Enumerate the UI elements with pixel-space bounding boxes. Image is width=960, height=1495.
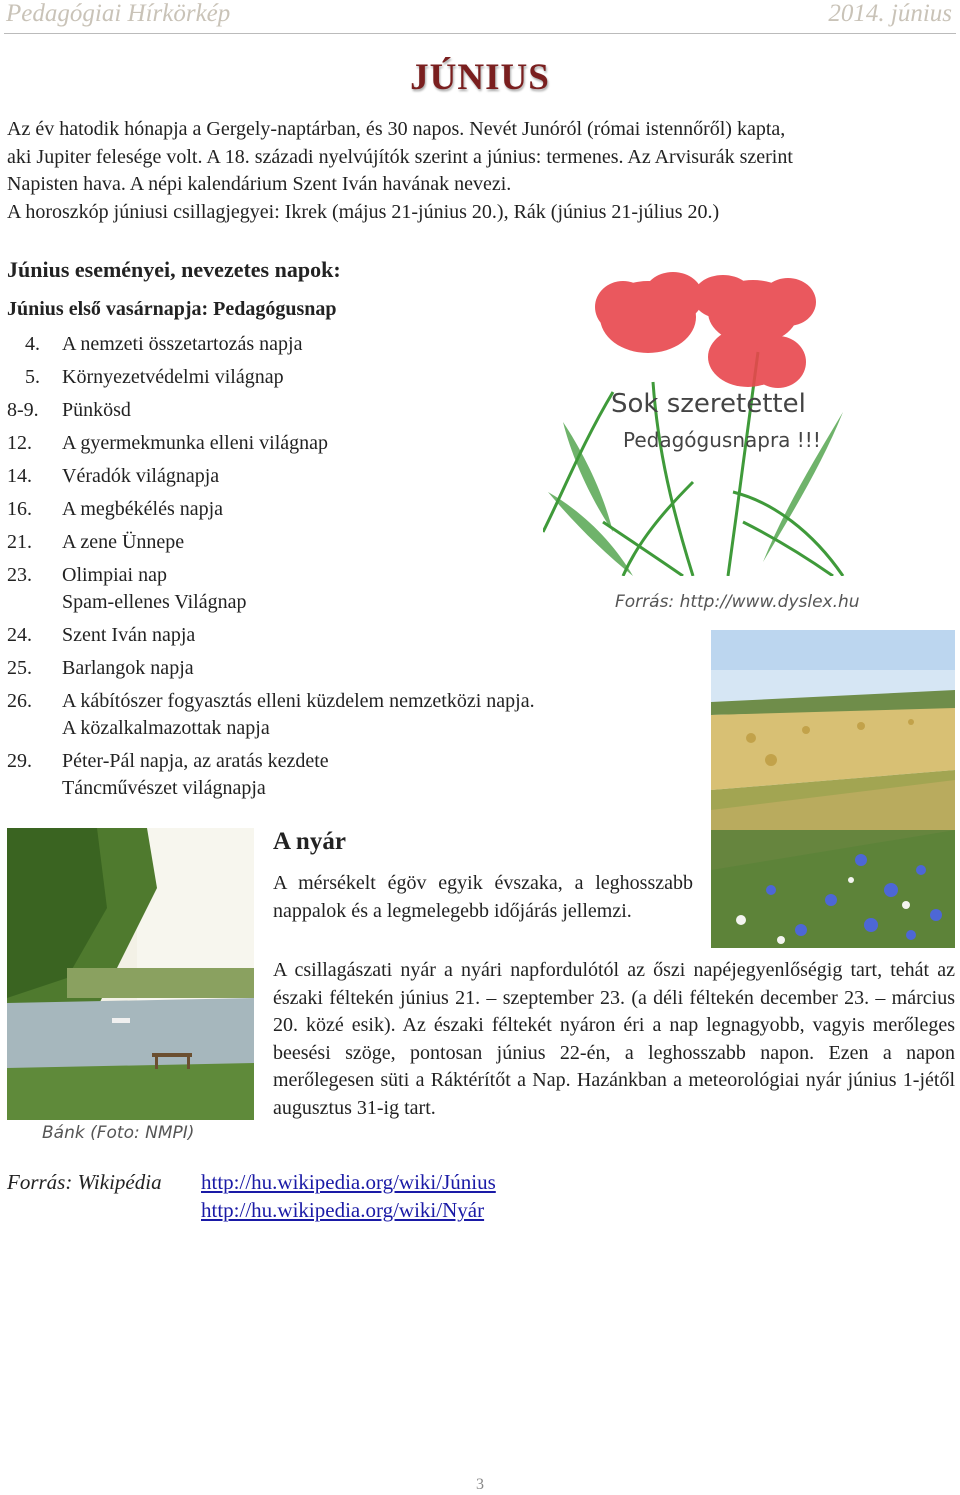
- event-text: Péter-Pál napja, az aratás kezdete: [62, 750, 329, 772]
- event-number: 12.: [7, 432, 32, 454]
- header-date: 2014. június: [828, 0, 952, 27]
- event-number: 21.: [7, 531, 32, 553]
- page-title: JÚNIUS: [410, 57, 550, 98]
- event-text: Barlangok napja: [62, 657, 194, 679]
- source-link-junius[interactable]: http://hu.wikipedia.org/wiki/Június: [201, 1170, 496, 1194]
- sources: [7, 1170, 162, 1195]
- flowers-drawing: [543, 262, 873, 576]
- flowers-text-2: Pedagógusnapra !!!: [623, 428, 821, 452]
- event-item: [7, 463, 220, 490]
- event-item: [7, 688, 535, 739]
- event-item: [7, 397, 131, 424]
- event-number: 23.: [7, 564, 32, 586]
- sources-label: Forrás: Wikipédia: [7, 1170, 162, 1194]
- header-title: Pedagógiai Hírkörkép: [6, 0, 231, 27]
- event-text: Környezetvédelmi világnap: [62, 366, 284, 388]
- lake-photo: [7, 828, 254, 1120]
- event-number: 26.: [7, 690, 32, 712]
- field-photo: [711, 630, 955, 948]
- event-text: A megbékélés napja: [62, 498, 224, 520]
- intro-line: aki Jupiter felesége volt. A 18. századi nyelvújítók szerint a június: termenes. Az Arvisurák szerint: [7, 145, 793, 168]
- event-item: [7, 748, 329, 799]
- event-text: Szent Iván napja: [62, 624, 196, 646]
- intro-line: Napisten hava. A népi kalendárium Szent Iván havának nevezi.: [7, 173, 512, 195]
- event-number: 16.: [7, 498, 32, 520]
- event-text: Véradók világnapja: [62, 465, 220, 487]
- summer-paragraph-2: A csillagászati nyár a nyári napfordulótól az őszi napéjegyenlőségig tart, tehát az északi féltekén június 21. – szeptember 23. (a déli féltekén december 23. – március 20. közé esik). Az északi féltekét nyáron éri a nap legnagyobb, vagyis merőleges beesési szöge, pontosan június 22-én, a leghosszabb napon. Ezen a napon merőlegesen süti a Ráktérítőt a Nap. Hazánkban a meteorológiai nyár június 1-jétől augusztus 31-ig tart.: [273, 959, 955, 1119]
- intro-line: Az év hatodik hónapja a Gergely-naptárban, és 30 napos. Nevét Junóról (római istennőről) kapta,: [7, 118, 786, 140]
- event-text: A kábítószer fogyasztás elleni küzdelem nemzetközi napja.: [62, 690, 535, 712]
- event-number: 8-9.: [7, 399, 39, 421]
- flowers-credit: Forrás: http://www.dyslex.hu: [615, 592, 860, 612]
- event-text: Pünkösd: [62, 399, 131, 421]
- event-text-secondary: A közalkalmazottak napja: [62, 717, 270, 739]
- header-rule: [4, 33, 956, 34]
- event-text: A nemzeti összetartozás napja: [62, 333, 303, 355]
- intro-paragraph: [7, 116, 955, 226]
- event-item: [7, 562, 247, 613]
- event-number: 29.: [7, 750, 32, 772]
- intro-line: A horoszkóp júniusi csillagjegyei: Ikrek (május 21-június 20.), Rák (június 21-július 20.): [7, 200, 720, 223]
- event-text: A gyermekmunka elleni világnap: [62, 432, 329, 454]
- event-text: Olimpiai nap: [62, 564, 167, 586]
- source-link-nyar[interactable]: http://hu.wikipedia.org/wiki/Nyár: [201, 1198, 485, 1222]
- events-subheading: Június első vasárnapja: Pedagógusnap: [7, 298, 337, 320]
- event-item: [7, 364, 284, 391]
- event-item: [7, 496, 224, 523]
- flowers-illustration: [543, 262, 873, 576]
- event-number: 25.: [7, 657, 32, 679]
- event-text-secondary: Spam-ellenes Világnap: [62, 591, 247, 613]
- event-text-secondary: Táncművészet világnapja: [62, 777, 266, 799]
- event-item: [7, 655, 194, 682]
- flowers-text-1: Sok szeretettel: [611, 389, 806, 419]
- event-number: 14.: [7, 465, 32, 487]
- page-number: 3: [476, 1476, 484, 1493]
- event-item: [7, 331, 303, 358]
- event-number: 5.: [25, 366, 40, 388]
- event-item: [7, 430, 329, 457]
- event-text: A zene Ünnepe: [62, 531, 185, 553]
- summer-paragraph-1: A mérsékelt égöv egyik évszaka, a leghosszabb nappalok és a legmelegebb időjárás jellemzi.: [273, 872, 693, 922]
- event-number: 4.: [25, 333, 40, 355]
- event-item: [7, 529, 185, 556]
- lake-credit: Bánk (Foto: NMPI): [42, 1123, 195, 1143]
- event-item: [7, 622, 196, 649]
- event-number: 24.: [7, 624, 32, 646]
- summer-heading: A nyár: [273, 828, 346, 855]
- events-heading: Június eseményei, nevezetes napok:: [7, 257, 341, 282]
